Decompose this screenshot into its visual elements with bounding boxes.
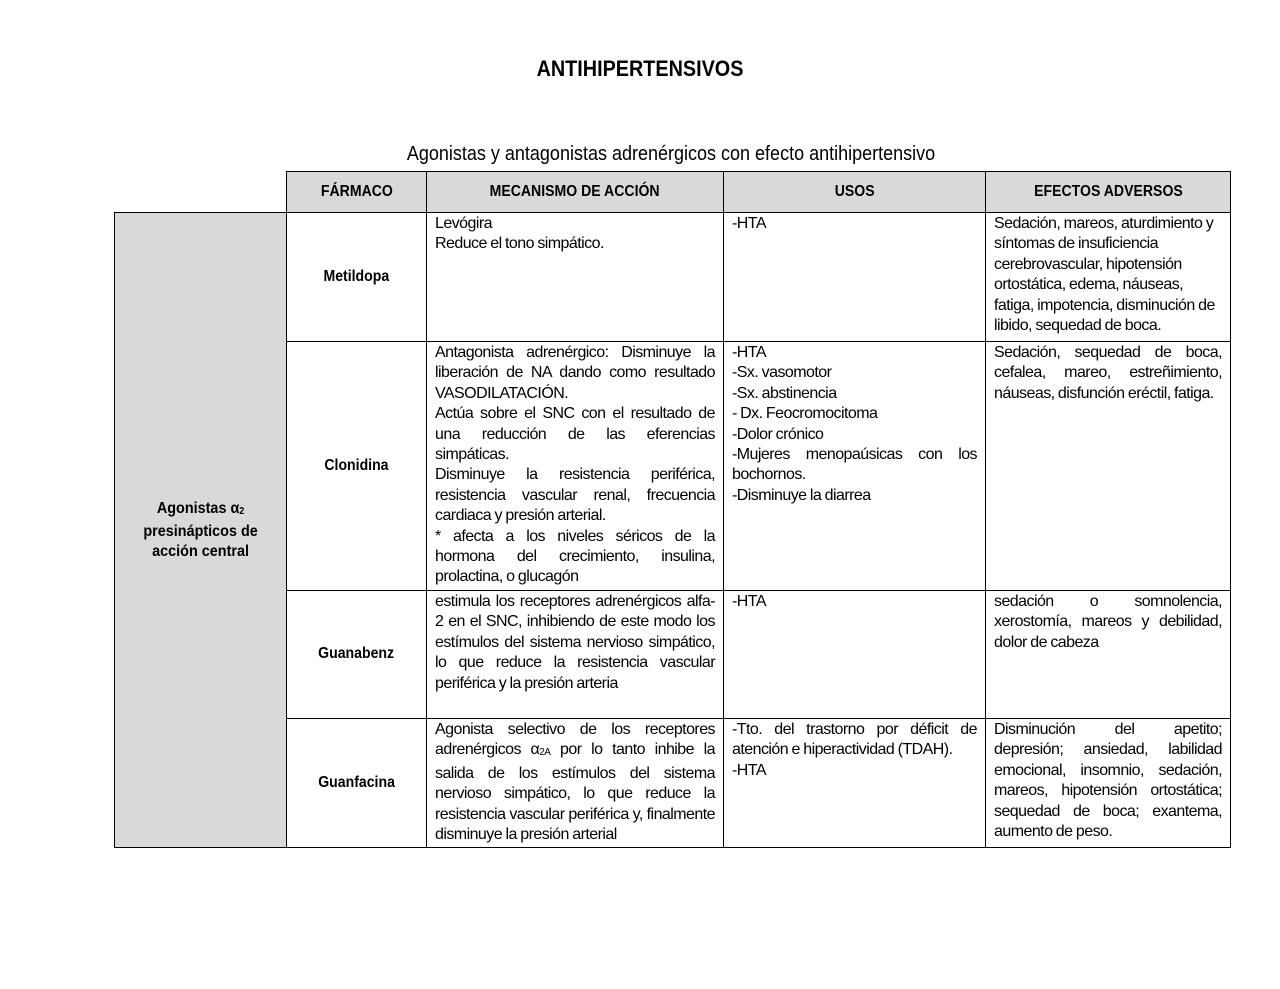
uses-line: - Dx. Feocromocitoma xyxy=(732,405,878,423)
document-title: ANTIHIPERTENSIVOS xyxy=(536,56,744,81)
mechanism-line: Disminuye la resistencia periférica, resistencia vascular renal, frecuencia cardiaca y presión arterial. xyxy=(435,466,715,525)
uses-cell xyxy=(724,213,986,342)
table-header-row xyxy=(115,172,1231,213)
uses-line: -Sx. abstinencia xyxy=(732,384,837,402)
table-caption: Agonistas y antagonistas adrenérgicos con efecto antihipertensivo xyxy=(406,143,936,165)
drug-name: Guanfacina xyxy=(287,718,427,847)
mechanism-cell xyxy=(427,213,724,342)
drug-name: Guanabenz xyxy=(287,590,427,718)
mechanism-cell xyxy=(427,718,724,847)
adverse-cell xyxy=(986,718,1231,847)
adverse-cell xyxy=(986,590,1231,718)
uses-line: -Mujeres menopaúsicas con los bochornos. xyxy=(732,446,977,484)
mechanism-cell xyxy=(427,342,724,591)
mechanism-line: Agonista selectivo de los receptores adrenérgicos α2A por lo tanto inhibe la salida de los estímulos del sistema nervioso simpático, lo que reduce la resistencia vascular periférica y, finalmente disminuye la presión arterial xyxy=(435,720,715,843)
group-line-3: acción central xyxy=(152,542,249,560)
uses-line: -HTA xyxy=(732,215,766,232)
antihypertensive-table xyxy=(114,171,1231,848)
mechanism-line: * afecta a los niveles séricos de la hormona del crecimiento, insulina, prolactina, o glucagón xyxy=(435,527,715,586)
uses-line: -HTA xyxy=(732,761,766,779)
adverse-cell xyxy=(986,213,1231,342)
uses-line: -Disminuye la diarrea xyxy=(732,486,871,504)
uses-line: -Dolor crónico xyxy=(732,425,824,443)
adverse-text: Disminución del apetito; depresión; ansiedad, labilidad emocional, insomnio, sedación, mareos, hipotensión ortostática; sequedad de boca; exantema, aumento de peso. xyxy=(994,720,1222,840)
uses-line: -Tto. del trastorno por déficit de atención e hiperactividad (TDAH). xyxy=(732,720,977,759)
group-line-1: Agonistas α2 xyxy=(156,499,245,517)
mechanism-cell xyxy=(427,590,724,718)
header-uses: USOS xyxy=(724,172,986,213)
adverse-cell xyxy=(986,342,1231,591)
drug-name: Metildopa xyxy=(287,213,427,342)
uses-cell xyxy=(724,342,986,591)
header-mechanism: MECANISMO DE ACCIÓN xyxy=(427,172,724,213)
header-empty-corner xyxy=(115,172,287,213)
uses-line: -Sx. vasomotor xyxy=(732,364,832,382)
mechanism-line: Antagonista adrenérgico: Disminuye la liberación de NA dando como resultado VASODILATACIÓN. xyxy=(435,344,715,402)
mechanism-line: Reduce el tono simpático. xyxy=(435,235,604,253)
uses-cell xyxy=(724,718,986,847)
mechanism-line: Actúa sobre el SNC con el resultado de una reducción de las eferencias simpáticas. xyxy=(435,405,715,464)
mechanism-line: estimula los receptores adrenérgicos alfa-2 en el SNC, inhibiendo de este modo los estímulos del sistema nervioso simpático, lo que reduce la resistencia vascular periférica y la presión arteria xyxy=(435,592,715,692)
drug-group-label xyxy=(115,213,287,848)
header-adverse-effects: EFECTOS ADVERSOS xyxy=(986,172,1231,213)
adverse-text: sedación o somnolencia, xerostomía, mareos y debilidad, dolor de cabeza xyxy=(994,592,1222,651)
table-row xyxy=(115,213,1231,342)
mechanism-line: Levógira xyxy=(435,215,492,232)
drug-name: Clonidina xyxy=(287,342,427,591)
header-drug: FÁRMACO xyxy=(287,172,427,213)
uses-cell xyxy=(724,590,986,718)
uses-line: -HTA xyxy=(732,344,766,361)
uses-line: -HTA xyxy=(732,592,766,610)
adverse-text: Sedación, mareos, aturdimiento y síntomas de insuficiencia cerebrovascular, hipotensión ortostática, edema, náuseas, fatiga, impotencia, disminución de libido, sequedad de boca. xyxy=(994,215,1215,335)
adverse-text: Sedación, sequedad de boca, cefalea, mareo, estreñimiento, náuseas, disfunción eréctil, fatiga. xyxy=(994,344,1222,402)
group-line-2: presinápticos de xyxy=(143,522,258,540)
